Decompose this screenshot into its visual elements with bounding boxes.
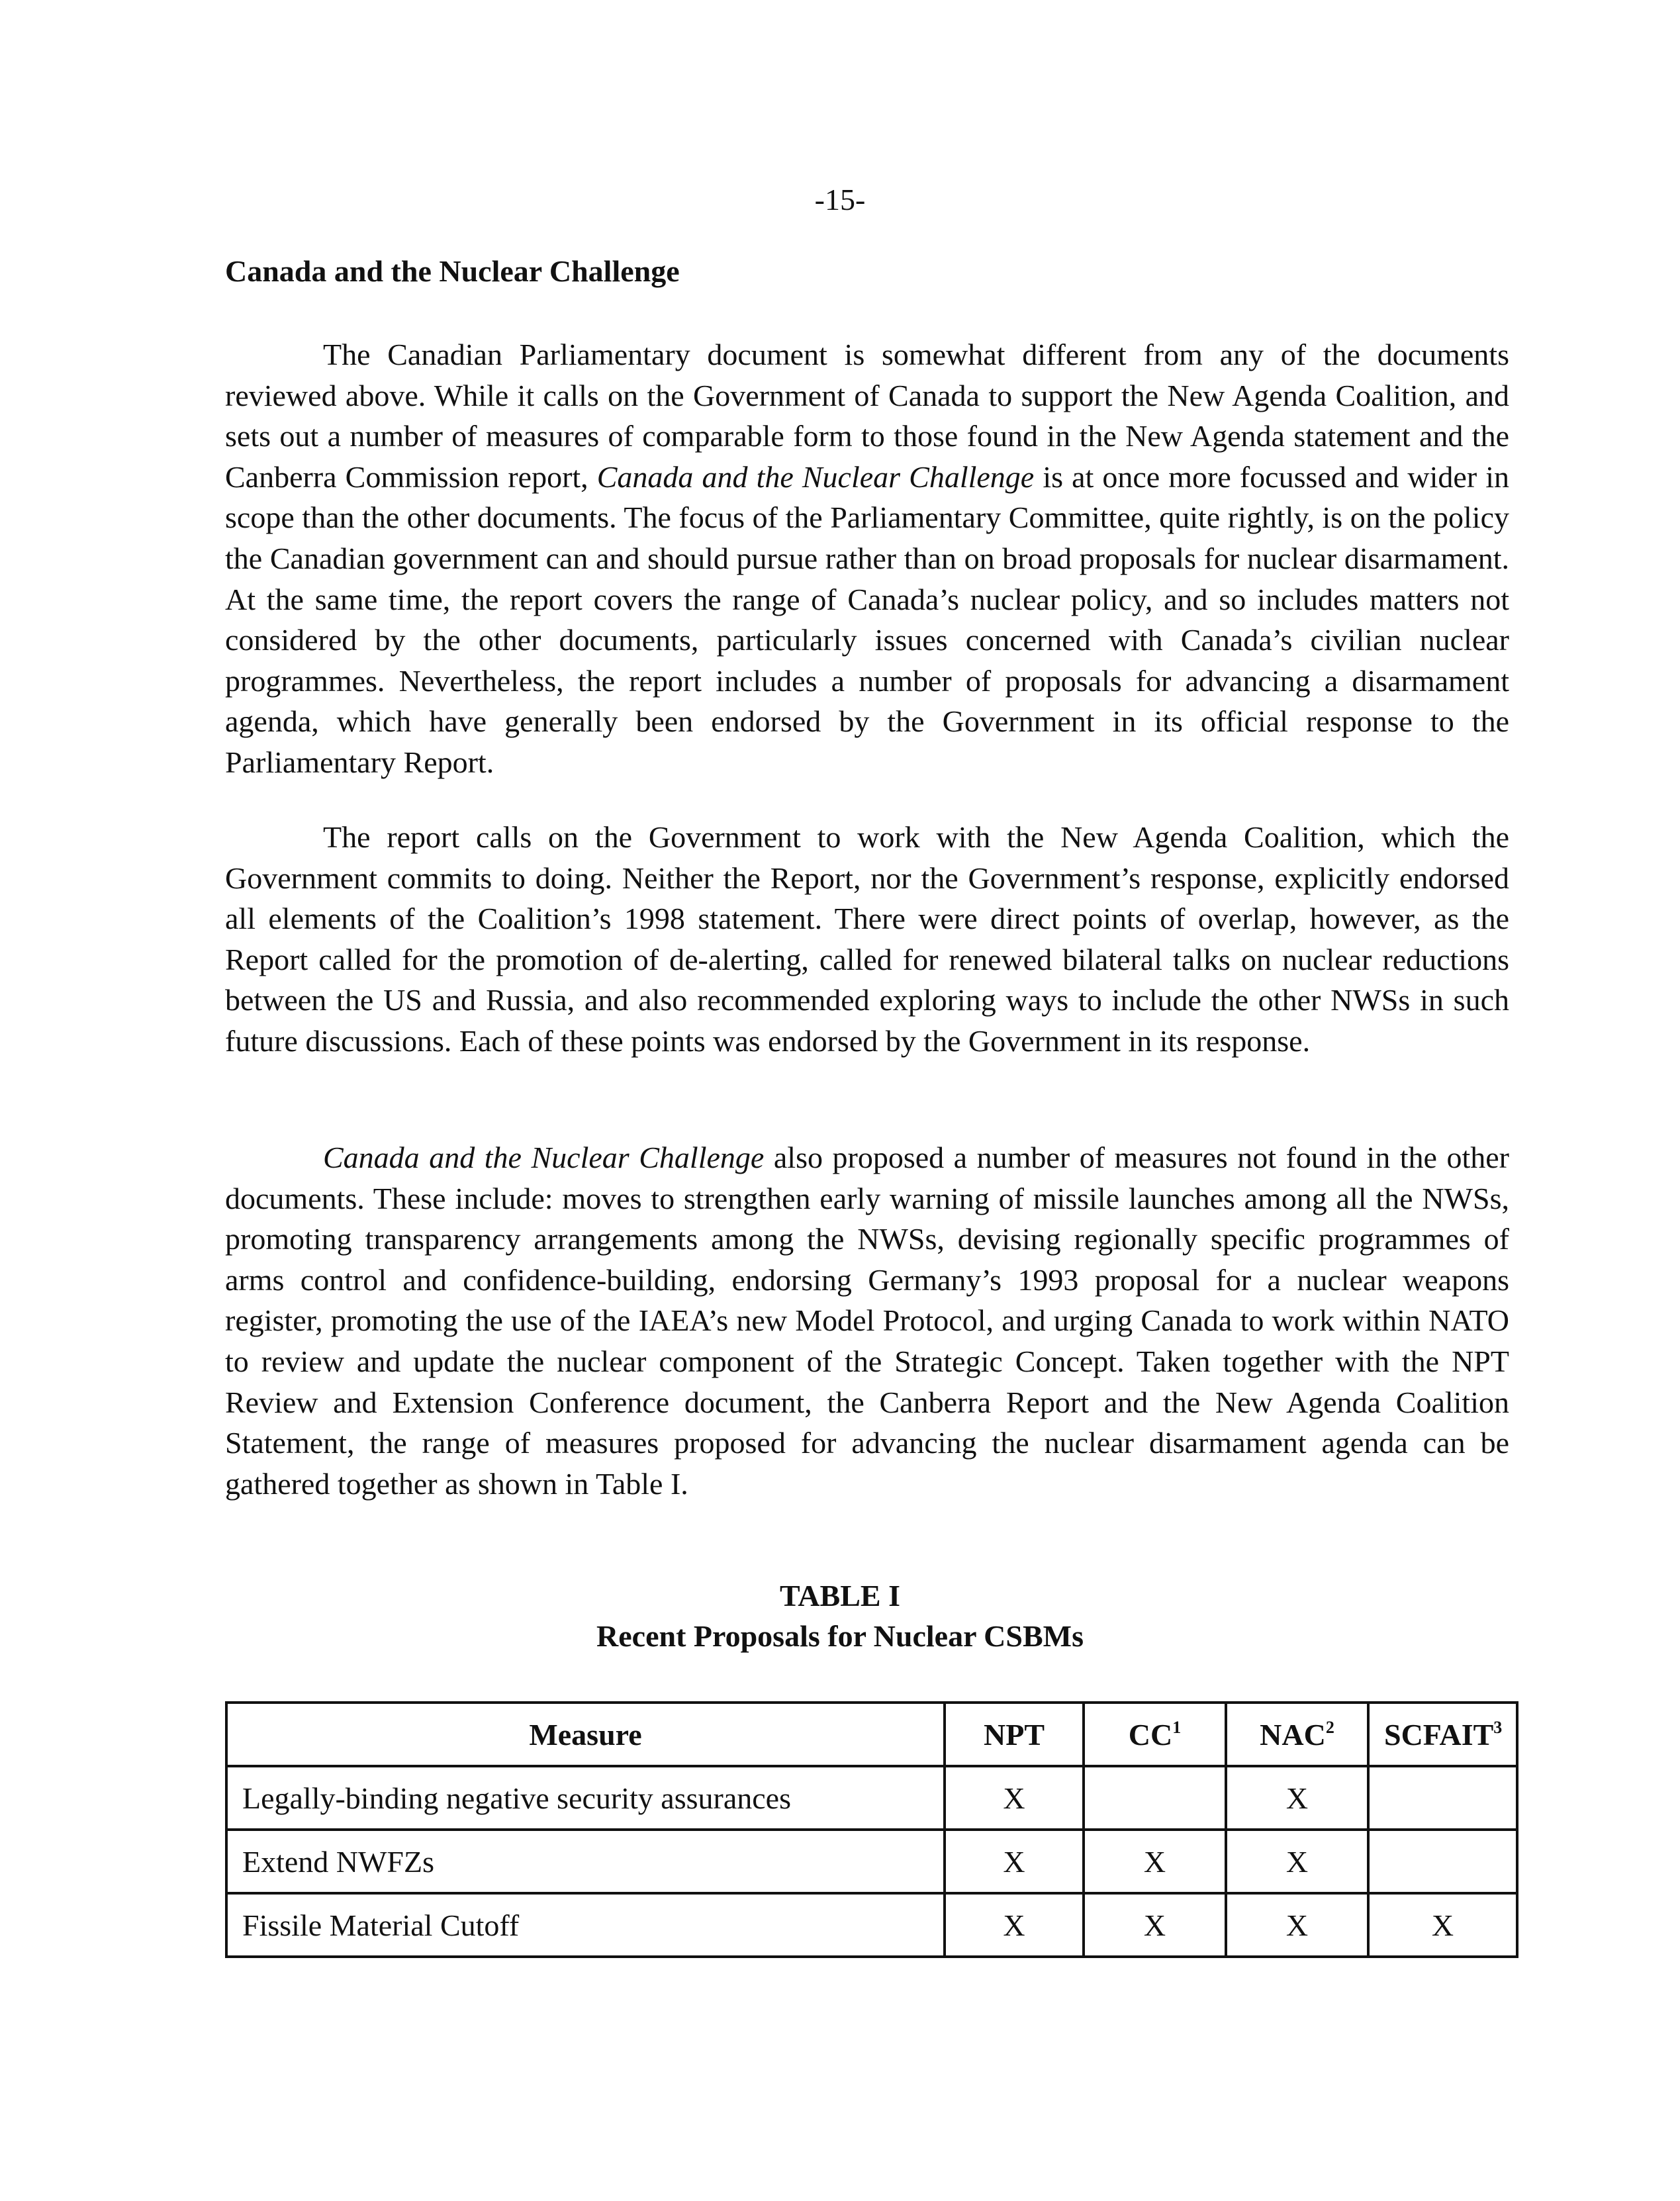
cell-npt: X: [945, 1893, 1084, 1957]
header-npt-label: NPT: [984, 1717, 1045, 1752]
cell-cc: X: [1084, 1893, 1226, 1957]
cell-measure: Legally-binding negative security assurances: [226, 1766, 945, 1830]
cell-cc: [1084, 1766, 1226, 1830]
paragraph-1: [225, 334, 1509, 783]
paragraph-3-text: also proposed a number of measures not found in the other documents. These include: moves to strengthen early warning of missile launches among all the NWSs, promoting transparency arrangements among the NWSs, devising regionally specific programmes of arms control and confidence-building, endorsing Germany’s 1993 proposal for a nuclear weapons register, promoting the use of the IAEA’s new Model Protocol, and urging Canada to work within NATO to review and update the nuclear component of the Strategic Concept. Taken together with the NPT Review and Extension Conference document, the Canberra Report and the New Agenda Coalition Statement, the range of measures proposed for advancing the nuclear disarmament agenda can be gathered together as shown in Table I.: [225, 1141, 1510, 1501]
page-number: -15-: [814, 183, 866, 216]
section-heading: Canada and the Nuclear Challenge: [225, 254, 680, 288]
table-header-row: [226, 1703, 1517, 1766]
header-cc: [1084, 1703, 1226, 1766]
footnote-marker-1: 1: [1172, 1717, 1182, 1737]
table-number: TABLE I: [780, 1579, 900, 1613]
paragraph-1-report-title: Canada and the Nuclear Challenge: [596, 459, 1035, 494]
header-measure: [226, 1703, 945, 1766]
cell-nac: X: [1226, 1830, 1368, 1893]
paragraph-3-report-title: Canada and the Nuclear Challenge: [323, 1141, 765, 1174]
header-scfait: [1368, 1703, 1517, 1766]
header-npt: [945, 1703, 1084, 1766]
cell-npt: X: [945, 1766, 1084, 1830]
table-title: Recent Proposals for Nuclear CSBMs: [596, 1619, 1084, 1653]
cell-scfait: X: [1368, 1893, 1517, 1957]
header-measure-label: Measure: [529, 1717, 642, 1752]
cell-measure: Fissile Material Cutoff: [226, 1893, 945, 1957]
header-scfait-label: SCFAIT: [1384, 1717, 1494, 1752]
footnote-marker-3: 3: [1493, 1717, 1503, 1737]
cell-nac: X: [1226, 1893, 1368, 1957]
cell-cc: X: [1084, 1830, 1226, 1893]
table-row: [226, 1830, 1517, 1893]
paragraph-1-text-a: The Canadian Parliamentary document is somewhat different from any of the documents reviewed above. While it calls on the Government of Canada to support the New Agenda Coalition, and sets out a number of measures of comparable form to those found in the New Agenda statement and the Canberra Commission report,: [225, 338, 1509, 494]
table-row: [226, 1766, 1517, 1830]
header-cc-label: CC: [1128, 1717, 1173, 1752]
cell-scfait: [1368, 1830, 1517, 1893]
footnote-marker-2: 2: [1325, 1717, 1334, 1737]
paragraph-1-text-b: is at once more focussed and wider in scope than the other documents. The focus of the Parliamentary Committee, quite rightly, is on the policy the Canadian government can and should pursue rather than on broad proposals for nuclear disarmament. At the same time, the report covers the range of Canada’s nuclear policy, and so includes matters not considered by the other documents, particularly issues concerned with Canada’s civilian nuclear programmes. Nevertheless, the report includes a number of proposals for advancing a disarmament agenda, which have generally been endorsed by the Government in its official response to the Parliamentary Report.: [225, 459, 1509, 779]
cell-npt: X: [945, 1830, 1084, 1893]
table-row: [226, 1893, 1517, 1957]
cell-scfait: [1368, 1766, 1517, 1830]
header-nac: [1226, 1703, 1368, 1766]
proposals-table: [225, 1701, 1518, 1958]
cell-measure: Extend NWFZs: [226, 1830, 945, 1893]
cell-nac: X: [1226, 1766, 1368, 1830]
table-caption: [0, 1575, 1680, 1656]
header-nac-label: NAC: [1260, 1717, 1326, 1752]
paragraph-3: [225, 1137, 1509, 1504]
paragraph-2: The report calls on the Government to work with the New Agenda Coalition, which the Government commits to doing. Neither the Report, nor the Government’s response, explicitly endorsed all elements of the Coalition’s 1998 statement. There were direct points of overlap, however, as the Report called for the promotion of de-alerting, called for renewed bilateral talks on nuclear reductions between the US and Russia, and also recommended exploring ways to include the other NWSs in such future discussions. Each of these points was endorsed by the Government in its response.: [225, 820, 1509, 1058]
